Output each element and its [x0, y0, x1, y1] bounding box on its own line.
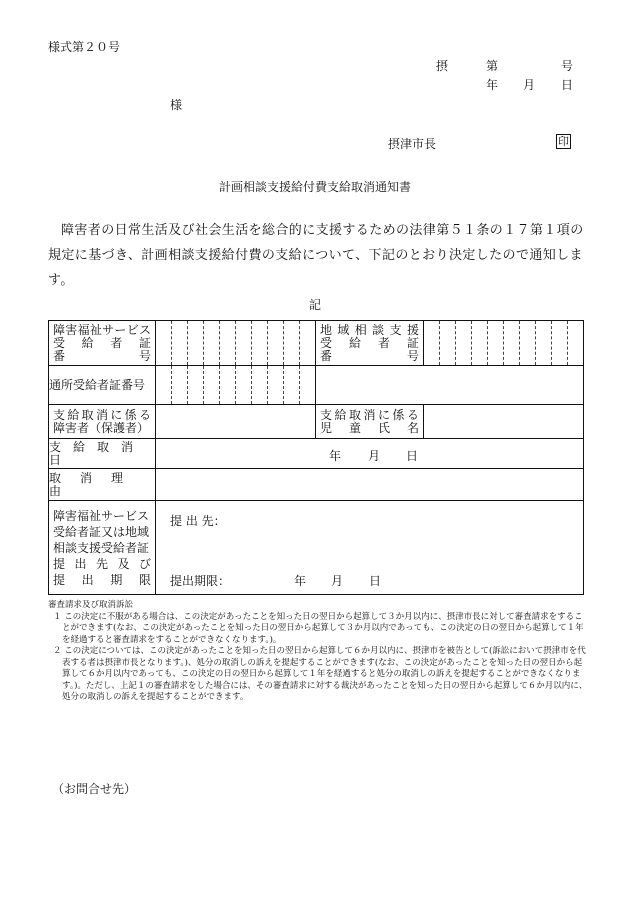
label-line: 地 域 相 談 支 援	[320, 322, 419, 337]
label-line: 障害福祉サービス	[53, 508, 150, 523]
label-line: 相談支援受給者証	[53, 540, 150, 555]
note-text: この決定に不服がある場合は、この決定があったことを知った日の翌日から起算して３か月以内に、摂津市長に対して審査請求をすることができます(なお、この決定があったことを知った日の翌日から起算して３か月以内であっても、この決定の日の翌日から起算して１年を経過すると審査請求をすることができなくなります。)。	[62, 611, 584, 645]
label-line: 番 号	[320, 348, 419, 363]
cancel-date-label: 支給取消日	[49, 439, 156, 469]
notice-table	[48, 320, 584, 595]
label-line: 支 給 取 消 に 係 る	[320, 407, 419, 422]
regional-cert-number-field[interactable]	[424, 321, 584, 366]
document-title: 計画相談支援給付費支給取消通知書	[218, 180, 411, 194]
cancel-date-year: 年	[329, 448, 342, 463]
seal-mark: 印	[558, 135, 569, 148]
ki-mark: 記	[308, 298, 321, 312]
date-month: 月	[523, 78, 536, 92]
digit-boxes	[424, 321, 583, 365]
cancel-reason-label: 取消理由	[49, 469, 156, 501]
service-cert-number-field[interactable]	[156, 321, 316, 366]
date-day: 日	[561, 78, 574, 92]
cancel-date-day: 日	[406, 448, 419, 463]
notes-heading: 審査請求及び取消訴訟	[48, 600, 134, 610]
form-number: 様式第２０号	[48, 40, 121, 54]
label-line: 支 給 取 消 に 係 る	[53, 407, 151, 422]
note-number: ２	[53, 646, 62, 656]
date-year: 年	[486, 78, 499, 92]
cancel-subject-label	[49, 405, 156, 439]
child-name-field[interactable]	[424, 405, 584, 439]
service-cert-label	[49, 321, 156, 366]
note-item-2	[48, 646, 588, 704]
label-line: 受給者証又は地域	[53, 524, 150, 539]
note-item-1	[48, 612, 588, 647]
label-line: 番 号	[53, 348, 151, 363]
child-name-label	[316, 405, 424, 439]
submission-field[interactable]	[156, 501, 584, 595]
label-line: 児 童 氏 名	[320, 420, 419, 435]
appeal-notes	[48, 600, 588, 704]
cancel-date-month: 月	[368, 448, 381, 463]
label-line: 受 給 者 証	[53, 335, 151, 350]
submission-wrap	[156, 502, 583, 594]
label-line: 受 給 者 証	[320, 335, 419, 350]
note-text: この決定については、この決定があったことを知った日の翌日から起算して６か月以内に、摂津市を被告として(訴訟において摂津市を代表する者は摂津市長となります。)、処分の取消しの訴えを提起することができます(なお、この決定があったことを知った日の翌日から起算して６か月以内であっても、この決定の日の翌日から起算して１年を経過すると処分の取消しの訴えを提起することができなくなります。)。ただし、上記１の審査請求をした場合には、その審査請求に対する裁決があったことを知った日の翌日から起算して６か月以内に、処分の取消しの訴えを提起することができます。	[62, 646, 588, 702]
body-paragraph: 障害者の日常生活及び社会生活を総合的に支援するための法律第５１条の１７第１項の規定に基づき、計画相談支援給付費の支給について、下記のとおり決定したので通知します。	[48, 223, 584, 288]
regional-cert-label	[316, 321, 424, 366]
reference-go: 号	[561, 59, 574, 73]
issuer-name: 摂津市長	[388, 137, 437, 151]
submission-destination-label: 提 出 先：	[170, 513, 226, 528]
deadline-month: 月	[331, 573, 344, 588]
digit-boxes	[156, 366, 315, 404]
cancel-date-field[interactable]	[156, 439, 584, 469]
deadline-year: 年	[294, 573, 307, 588]
cancel-date-wrap	[156, 440, 583, 468]
note-number: １	[53, 611, 62, 622]
label-line: 障 害 福 祉 サ ー ビ ス	[53, 322, 151, 337]
label-line: 障害者（保護者）	[53, 420, 150, 435]
label-line: 提 出 先 及 び	[53, 556, 151, 571]
contact-heading: （お問合せ先）	[52, 782, 137, 796]
deadline-day: 日	[369, 573, 382, 588]
reference-prefix: 摂	[436, 59, 449, 73]
digit-boxes	[156, 321, 315, 365]
submission-label	[49, 501, 156, 595]
daycare-cert-blank	[316, 366, 584, 405]
addressee-suffix: 様	[170, 98, 183, 112]
daycare-cert-number-field[interactable]	[156, 366, 316, 405]
reference-dai: 第	[486, 59, 499, 73]
cancel-reason-field[interactable]	[156, 469, 584, 501]
daycare-cert-label: 通所受給者証番号	[49, 366, 156, 405]
label-line: 提 出 期 限	[53, 572, 151, 587]
submission-deadline-label: 提出期限：	[170, 573, 231, 588]
cancel-subject-field[interactable]	[156, 405, 316, 439]
